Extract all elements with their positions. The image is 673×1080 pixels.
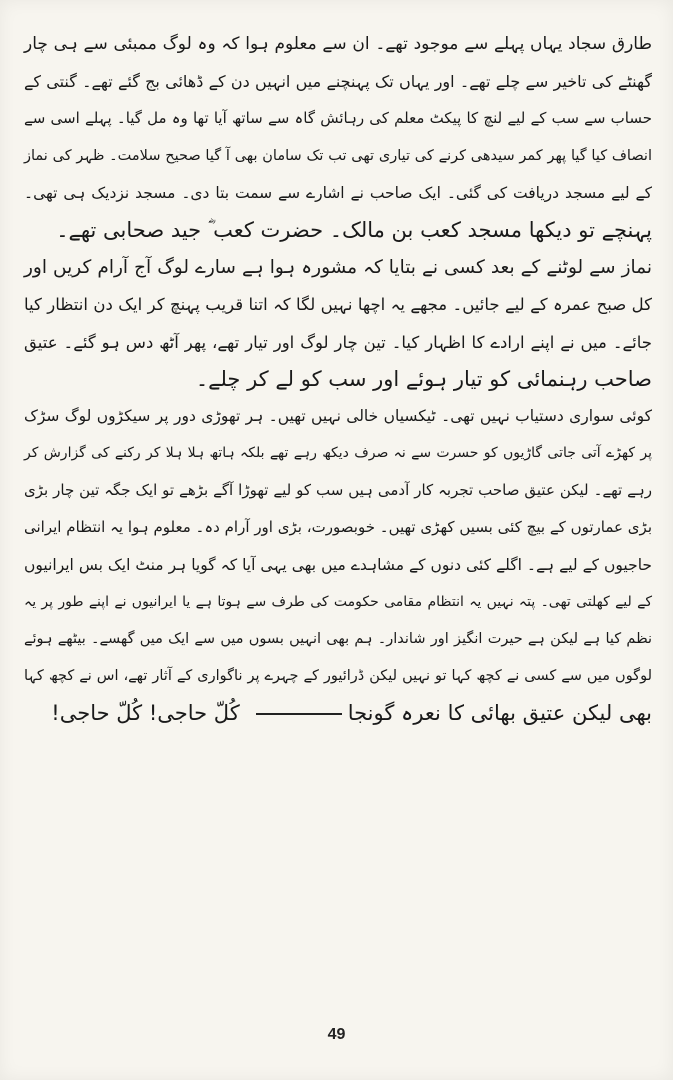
text-line: گھنٹے کی تاخیر سے چلے تھے۔ اور یہاں تک پہنچنے میں انہیں دن کے ڈھائی بج گئے تھے۔ گنتی کے	[24, 72, 652, 92]
text-line: رہے تھے۔ لیکن عتیق صاحب تجربہ کار آدمی ہیں سب کو لیے تھوڑا آگے بڑھے تو ایک جگہ تین چار بڑی	[24, 481, 652, 500]
text-line: انصاف کیا گیا پھر کمر سیدھی کرنے کی تیاری تھی تب تک سامان بھی آ گیا صحیح سلامت۔ ظہر کی نماز	[24, 147, 652, 164]
page-number: 49	[327, 1026, 346, 1043]
text-line: جائے۔ میں نے اپنے ارادے کا اظہار کیا۔ تین چار لوگ اور تیار تھے، پھر آٹھ دس ہو گئے۔ عتیق	[24, 332, 652, 352]
text-line: حاجیوں کے لیے ہے۔ اگلے کئی دنوں کے مشاہدے میں بھی یہی آیا کہ گویا ہر منٹ ایک بس ایرانیوں	[24, 555, 652, 574]
body-text	[24, 26, 652, 733]
text-line: بڑی عمارتوں کے بیچ کئی بسیں کھڑی تھیں۔ خوبصورت، بڑی اور آرام دہ۔ معلوم ہوا یہ انتظام ایرانی	[24, 518, 652, 537]
text-line: صاحب رہنمائی کو تیار ہوئے اور سب کو لے کر چلے۔	[195, 366, 652, 391]
text-line: پر کھڑے آتی جاتی گاڑیوں کو حسرت سے نہ صرف دیکھ رہے تھے بلکہ ہاتھ ہلا ہلا کر رکنے کی گزارش کر	[24, 445, 652, 462]
text-line: کے لیے کھلتی تھی۔ پتہ نہیں یہ انتظام مقامی حکومت کی طرف سے ہوتا ہے یا ایرانیوں نے اپنے طور پر یہ	[24, 593, 652, 610]
text-line: طارق سجاد یہاں پہلے سے موجود تھے۔ ان سے معلوم ہوا کہ وہ لوگ ممبئی سے ہی چار	[24, 34, 652, 54]
text-line: نظم کیا ہے لیکن ہے حیرت انگیز اور شاندار۔ ہم بھی انہیں بسوں میں سے ایک میں گھسے۔ بیٹھے ہوئے	[24, 631, 652, 647]
text-line: پہنچے تو دیکھا مسجد کعب بن مالک۔ حضرت کعب ؓ جید صحابی تھے۔	[56, 217, 652, 242]
paragraph-3	[24, 398, 652, 733]
text-line: نماز سے لوٹنے کے بعد کسی نے بتایا کہ مشورہ ہوا ہے سارے لوگ آج آرام کریں اور	[24, 257, 652, 279]
text-line: کل صبح عمرہ کے لیے جائیں۔ مجھے یہ اچھا نہیں لگا کہ اتنا قریب پہنچ کر ایک دن انتظار کیا	[24, 295, 652, 315]
text-line: کوئی سواری دستیاب نہیں تھی۔ ٹیکسیاں خالی نہیں تھیں۔ ہر تھوڑی دور پر سیکڑوں لوگ سڑک	[24, 406, 652, 425]
chant-text: کُلّ حاجی! کُلّ حاجی!	[51, 701, 240, 726]
paragraph-2	[24, 249, 652, 398]
paragraph-1	[24, 26, 652, 249]
slogan-lead: بھی لیکن عتیق بھائی کا نعرہ گونجا	[347, 701, 652, 726]
text-line: لوگوں میں سے کسی نے کچھ کہا تو نہیں لیکن ڈرائیور کے چہرے پر ناگواری کے آثار تھے، اس نے کچھ کہا	[24, 668, 652, 685]
text-line: حساب سے سب کے لیے لنچ کا پیکٹ معلم کی رہائش گاہ سے ساتھ آیا تھا وہ مل گیا۔ پہلے اسی سے	[24, 109, 652, 128]
text-line: کے لیے مسجد دریافت کی گئی۔ ایک صاحب نے اشارے سے سمت بتا دی۔ مسجد نزدیک ہی تھی۔	[24, 183, 652, 202]
slogan-line	[24, 695, 652, 732]
em-dash-divider	[256, 713, 342, 715]
